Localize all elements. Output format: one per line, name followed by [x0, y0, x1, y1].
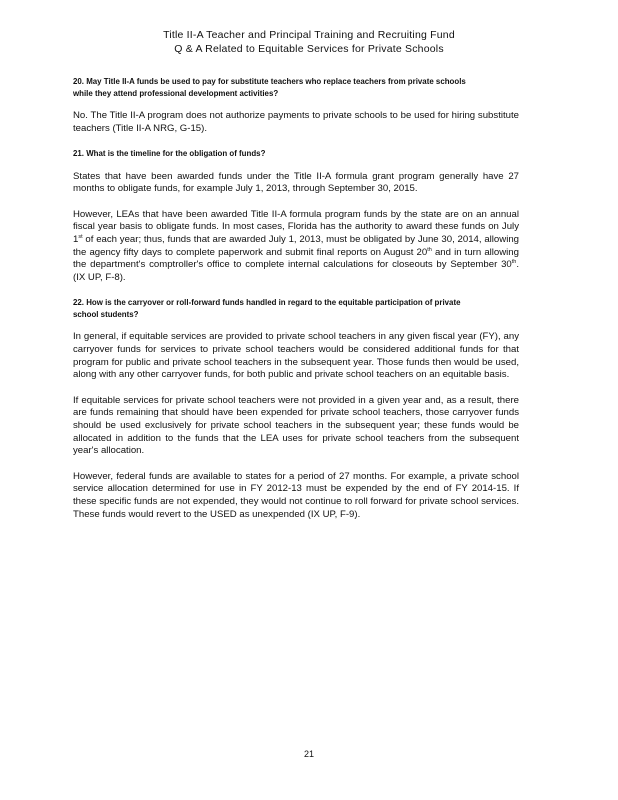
answer-text: of each year; thus, funds that are awarded July 1, 2013, must be obligated by June 30, 2014, allowing the agency fifty days to complete paperwork and submit final reports on August 20: [73, 234, 519, 258]
header-title: Title II-A Teacher and Principal Training and Recruiting Fund: [163, 29, 455, 41]
answer-21-paragraph-1: States that have been awarded funds under the Title II-A formula grant program generally have 27 months to obligate funds, for example July 1, 2013, through September 30, 2015.: [73, 170, 519, 195]
answer-text: However, LEAs that have been awarded Title II-A formula program funds by the state are on an annual fiscal year basis to obligate funds. In most cases, Florida has the authority to award these funds on July 1: [73, 208, 519, 246]
answer-20: No. The Title II-A program does not authorize payments to private schools to be used for hiring substitute teachers (Title II-A NRG, G-15).: [73, 110, 519, 134]
document-body: [73, 76, 519, 534]
ordinal-suffix: th: [511, 259, 517, 266]
question-21: [73, 148, 483, 160]
question-number: 22.: [73, 297, 84, 308]
question-20: [73, 76, 483, 99]
answer-22-paragraph-1: In general, if equitable services are provided to private school teachers in any given fiscal year (FY), any carryover funds for services to private school teachers would be considered additional funds for that program for public and private school teachers in the subsequent year. Those funds then would be used, along with any other carryover funds, for both public and private school teachers on an equitable basis.: [73, 331, 519, 381]
answer-text: . (IX UP, F-8).: [73, 259, 519, 283]
question-text: May Title II-A funds be used to pay for substitute teachers who replace teachers from private schools while they attend professional development activities?: [73, 76, 466, 98]
ordinal-suffix: th: [427, 246, 432, 253]
page-number: 21: [303, 749, 314, 759]
question-22: [73, 297, 483, 320]
question-number: 20.: [73, 76, 84, 86]
question-text: How is the carryover or roll-forward funds handled in regard to the equitable participation of private school students?: [73, 297, 461, 319]
ordinal-suffix: st: [78, 233, 83, 240]
answer-22-paragraph-2: If equitable services for private school teachers were not provided in a given year and, as a result, there are funds remaining that should have been expended for private school teachers, those carryover funds should be used exclusively for private school teachers in the subsequent year; these funds would be allocated in addition to the funds that the LEA uses for private school teachers from the subsequent year's allocation.: [73, 394, 519, 457]
answer-text: and in turn allowing the department's comptroller's office to complete internal calculations for closeouts by September 30: [73, 246, 519, 271]
header-subtitle: Q & A Related to Equitable Services for Private Schools: [174, 43, 444, 55]
question-number: 21.: [73, 148, 84, 159]
answer-21-paragraph-2: [73, 209, 519, 285]
page-header: [0, 28, 618, 56]
answer-22-paragraph-3: However, federal funds are available to states for a period of 27 months. For example, a private school service allocation determined for use in FY 2012-13 must be expended by the end of FY 2014-15. If these specific funds are not expended, they would not continue to roll forward for private school services. These funds would revert to the USED as unexpended (IX UP, F-9).: [73, 470, 519, 520]
question-text: What is the timeline for the obligation of funds?: [86, 148, 266, 159]
